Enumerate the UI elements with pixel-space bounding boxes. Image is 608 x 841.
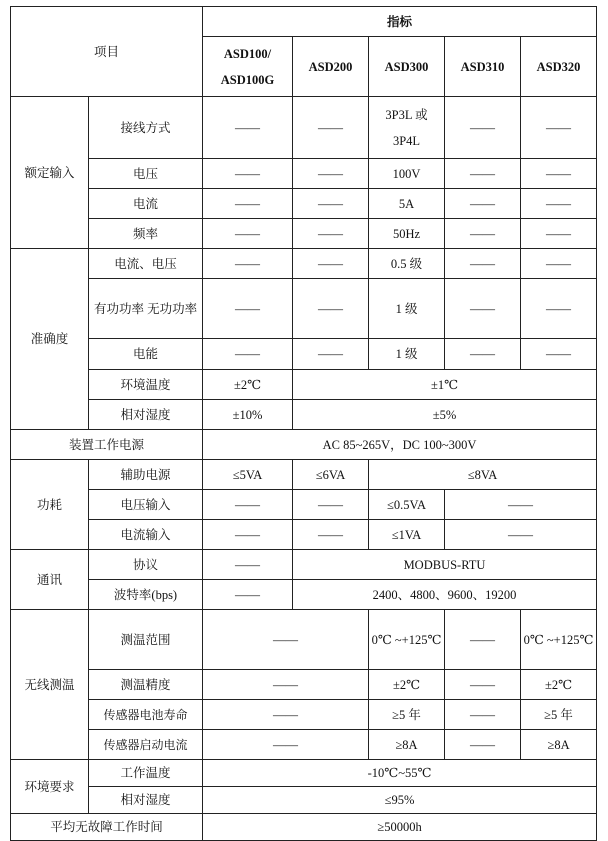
label-precision: 测温精度 <box>89 670 203 700</box>
cell-dash: —— <box>203 670 369 700</box>
cell-dash: —— <box>521 97 597 159</box>
label-relative-humidity: 相对湿度 <box>89 400 203 430</box>
cell-dash: —— <box>293 97 369 159</box>
value-protocol: MODBUS-RTU <box>293 550 597 580</box>
value-power-supply: AC 85~265V，DC 100~300V <box>203 430 597 460</box>
group-communication: 通讯 <box>11 550 89 610</box>
label-energy: 电能 <box>89 339 203 370</box>
value-iv: 0.5 级 <box>369 249 445 279</box>
group-environment: 环境要求 <box>11 760 89 814</box>
label-protocol: 协议 <box>89 550 203 580</box>
cell-dash: —— <box>203 189 293 219</box>
cell-dash: —— <box>203 249 293 279</box>
cell-dash: —— <box>203 490 293 520</box>
label-battery: 传感器电池寿命 <box>89 700 203 730</box>
cell-dash: —— <box>293 279 369 339</box>
value-start-asd300: ≥8A <box>369 730 445 760</box>
value-precision-asd300: ±2℃ <box>369 670 445 700</box>
cell-dash: —— <box>203 580 293 610</box>
label-work-temp: 工作温度 <box>89 760 203 787</box>
label-current-input: 电流输入 <box>89 520 203 550</box>
cell-dash: —— <box>445 279 521 339</box>
cell-dash: —— <box>203 610 369 670</box>
cell-dash: —— <box>445 730 521 760</box>
cell-dash: —— <box>521 189 597 219</box>
cell-dash: —— <box>445 610 521 670</box>
value-frequency: 50Hz <box>369 219 445 249</box>
value-iin-asd300: ≤1VA <box>369 520 445 550</box>
cell-dash: —— <box>521 219 597 249</box>
value-aux-others: ≤8VA <box>369 460 597 490</box>
cell-dash: —— <box>203 550 293 580</box>
value-humidity-others: ±5% <box>293 400 597 430</box>
cell-dash: —— <box>203 730 369 760</box>
label-env-humidity: 相对湿度 <box>89 787 203 814</box>
value-energy: 1 级 <box>369 339 445 370</box>
cell-dash: —— <box>445 189 521 219</box>
label-aux: 辅助电源 <box>89 460 203 490</box>
label-voltage: 电压 <box>89 159 203 189</box>
label-power: 有功功率 无功功率 <box>89 279 203 339</box>
cell-dash: —— <box>445 159 521 189</box>
value-battery-asd320: ≥5 年 <box>521 700 597 730</box>
cell-dash: —— <box>445 339 521 370</box>
model-asd100: ASD100/ ASD100G <box>203 37 293 97</box>
spec-table <box>10 6 597 841</box>
cell-dash: —— <box>293 249 369 279</box>
cell-dash: —— <box>293 520 369 550</box>
cell-dash: —— <box>521 249 597 279</box>
cell-dash: —— <box>521 279 597 339</box>
model-asd300: ASD300 <box>369 37 445 97</box>
cell-dash: —— <box>293 339 369 370</box>
cell-dash: —— <box>445 97 521 159</box>
model-asd320: ASD320 <box>521 37 597 97</box>
cell-dash: —— <box>445 670 521 700</box>
value-env-humidity: ≤95% <box>203 787 597 814</box>
cell-dash: —— <box>203 279 293 339</box>
cell-dash: —— <box>445 219 521 249</box>
value-mtbf: ≥50000h <box>203 814 597 841</box>
cell-dash: —— <box>203 339 293 370</box>
header-indicator: 指标 <box>203 7 597 37</box>
value-range-asd320: 0℃ ~+125℃ <box>521 610 597 670</box>
value-temp-others: ±1℃ <box>293 370 597 400</box>
label-wiring: 接线方式 <box>89 97 203 159</box>
value-precision-asd320: ±2℃ <box>521 670 597 700</box>
model-asd310: ASD310 <box>445 37 521 97</box>
group-rated-input: 额定输入 <box>11 97 89 249</box>
cell-dash: —— <box>445 700 521 730</box>
label-iv: 电流、电压 <box>89 249 203 279</box>
cell-dash: —— <box>445 520 597 550</box>
cell-dash: —— <box>203 159 293 189</box>
label-power-supply: 装置工作电源 <box>11 430 203 460</box>
cell-dash: —— <box>293 490 369 520</box>
cell-dash: —— <box>521 159 597 189</box>
cell-dash: —— <box>293 189 369 219</box>
label-voltage-input: 电压输入 <box>89 490 203 520</box>
cell-dash: —— <box>521 339 597 370</box>
cell-dash: —— <box>445 249 521 279</box>
value-work-temp: -10℃~55℃ <box>203 760 597 787</box>
cell-dash: —— <box>203 219 293 249</box>
cell-dash: —— <box>445 490 597 520</box>
cell-dash: —— <box>203 700 369 730</box>
group-consumption: 功耗 <box>11 460 89 550</box>
label-current: 电流 <box>89 189 203 219</box>
value-baud: 2400、4800、9600、19200 <box>293 580 597 610</box>
value-battery-asd300: ≥5 年 <box>369 700 445 730</box>
value-aux-asd100: ≤5VA <box>203 460 293 490</box>
value-power: 1 级 <box>369 279 445 339</box>
value-vin-asd300: ≤0.5VA <box>369 490 445 520</box>
cell-dash: —— <box>203 97 293 159</box>
group-accuracy: 准确度 <box>11 249 89 430</box>
value-voltage: 100V <box>369 159 445 189</box>
group-wireless: 无线测温 <box>11 610 89 760</box>
label-baud: 波特率(bps) <box>89 580 203 610</box>
label-mtbf: 平均无故障工作时间 <box>11 814 203 841</box>
label-frequency: 频率 <box>89 219 203 249</box>
value-aux-asd200: ≤6VA <box>293 460 369 490</box>
value-wiring: 3P3L 或 3P4L <box>369 97 445 159</box>
label-range: 测温范围 <box>89 610 203 670</box>
label-start-current: 传感器启动电流 <box>89 730 203 760</box>
cell-dash: —— <box>293 159 369 189</box>
value-range-asd300: 0℃ ~+125℃ <box>369 610 445 670</box>
value-start-asd320: ≥8A <box>521 730 597 760</box>
cell-dash: —— <box>203 520 293 550</box>
header-item: 项目 <box>11 7 203 97</box>
value-humidity-asd100: ±10% <box>203 400 293 430</box>
model-asd200: ASD200 <box>293 37 369 97</box>
value-temp-asd100: ±2℃ <box>203 370 293 400</box>
label-ambient-temp: 环境温度 <box>89 370 203 400</box>
cell-dash: —— <box>293 219 369 249</box>
value-current: 5A <box>369 189 445 219</box>
